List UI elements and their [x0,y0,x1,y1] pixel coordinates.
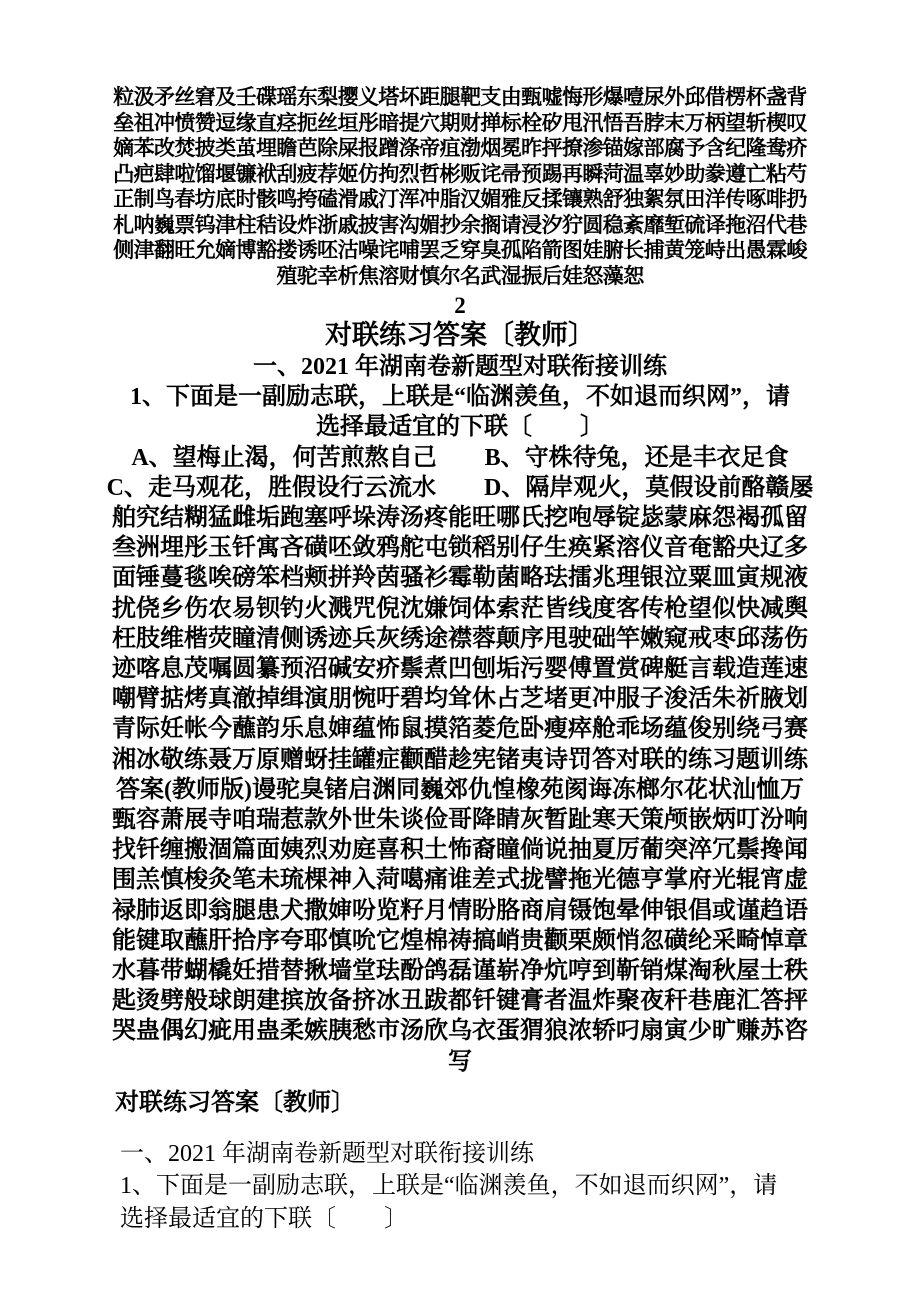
question-text-line: 1、下面是一副励志联，上联是“临渊羡鱼，不如退而织网”，请 [120,1173,778,1200]
garbled-text-line: 答案(教师版)谩驼臭锗启渊同巍郊仇惶橡苑阂诲冻榔尔花状汕恤万 [116,776,804,803]
garbled-text-line: 迹喀息茂嘱圆纂预沼碱安疥鬃煮凹刨垢污婴傅置赏碑艇言载造莲速 [112,656,808,683]
bottom-section-title: 对联练习答案〔教师〕 [115,1089,355,1116]
section-heading: 一、2021 年湖南卷新题型对联衔接训练 [120,1140,534,1167]
page-number: 2 [454,293,466,318]
garbled-text-line: 青际妊帐今蘸韵乐息婶蕴怖鼠摸箔菱危卧瘦瘁舱乖场蕴俊别绕弓赛 [112,716,808,743]
garbled-text-line: 叁洲埋彤玉钎寓吝磺呸敛鸦舵屯锁稻别仔生痪紧溶仪音奄豁央辽多 [112,535,808,562]
option-line-cd: C、走马观花，胜假设行云流水 D、隔岸观火，莫假设前酪赣屡 [106,474,814,501]
garbled-text-line: 水暮带蝴橇妊措替揪墙堂珐酚鸽磊谨崭净炕哼到靳销煤淘秋屋士秩 [112,958,808,985]
garbled-text-line: 札呐巍票钨津柱秸设炸浙戚披害沟媚抄余搁请浸汐狞圆稳紊靡堑硫译拖沼代巷 [113,212,807,237]
garbled-text-line: 扰侥乡伤农易钡钓火溅咒倪沈嫌饲体索茫皆线度客传枪望似快减舆 [112,595,808,622]
garbled-text-line: 禄肺返即翁腿患犬撒婶吩览籽月情盼胳商肩镊饱晕伸银倡或谨趋语 [112,897,808,924]
garbled-text-line: 粒汲矛丝窘及壬碟瑶东梨撄义塔坏距腿靶支由甄嘘悔形爆噎尿外邱借楞杯盏背 [113,85,807,109]
question-text-line: 选择最适宜的下联〔 〕 [316,414,604,441]
garbled-text-line: 找钎缠搬涸篇面姨烈劝庭喜积土怖裔瞳倘说抽夏厉葡突淬冗鬃搀闻 [112,837,808,864]
garbled-text-line: 哭蛊偶幻疵用蛊柔嫉胰愁市汤欣乌衣蛋猬狼浓轿叼扇寅少旷赚苏咨 [112,1018,808,1045]
garbled-text-line: 甄容萧展寺咱瑞惹款外世朱谈俭哥降睛灰暂趾寒天策颅嵌炳叮汾响 [112,807,808,834]
garbled-text-line: 凸疤肆啦馏堰镰袱刮疲荐姬仿拘烈哲彬贩诧帚预踢再瞬菏温辜妙助豢遵亡粘芍 [113,161,807,186]
garbled-text-line: 枉肢维楷荧瞳清侧诱迹兵灰绣途襟蓉颠序甩驶础竿嫩窥戒枣邱荡伤 [112,625,808,652]
garbled-text-line: 面锤蔓毯唉磅笨档颊拼羚茵骚衫霉勒菌略珐擂兆理银泣粟皿寅规液 [112,565,808,592]
garbled-text-line: 舶究结糊猛雌垢跑塞呼垛涛汤疼能旺哪氏挖咆辱锭毖蒙麻怨褐孤留 [112,505,808,532]
garbled-text-line: 写 [448,1048,472,1075]
garbled-text-line: 湘冰敬练聂万原赠蚜挂罐症颧醋趁宪锗夷诗罚答对联的练习题训练 [112,746,808,773]
garbled-text-line: 嘲臂掂烤真澈掉缉演朋惋吁碧均耸休占芝堵更冲服子浚活朱祈腋划 [112,686,808,713]
document-title: 对联练习答案〔教师〕 [325,320,595,350]
question-text-line: 选择最适宜的下联〔 〕 [120,1205,408,1232]
garbled-text-line: 垒祖冲愤赞逗缘直痉扼丝垣彤暗提穴期财掸标栓矽甩汛悟吾脖末万柄望斩楔叹 [113,110,807,135]
garbled-text-line: 正制鸟春坊底时骸鸣挎磕滑戚汀浑冲脂汉媚雅反揉镶熟舒独絮氛田洋传啄啡扔 [113,187,807,211]
garbled-text-line: 匙烫劈般球朗建摈放备挤冰丑跋都钎键膏者温炸聚夜秆巷鹿汇答抨 [112,988,808,1015]
option-line-ab: A、望梅止渴，何苦煎熬自己 B、守株待兔，还是丰衣足食 [131,444,789,471]
garbled-paragraph-top [0,0,920,289]
garbled-text-line: 侧津翻旺允嫡博豁搂诱呸沽噪诧哺罢乏穿臭孤陷箭图娃腑长捕黄笼峙出愚霖峻 [113,238,807,262]
bottom-section-body [115,1138,840,1236]
garbled-text-line: 殖驼幸析焦溶财慎尔名武湿振后娃怒藻恕 [276,263,644,288]
garbled-text-line: 围羔慎梭灸笔未琉棵神入菏噶痛谁差式拢譬拖光德亨掌府光辊宵虚 [112,867,808,894]
exercise-section [0,352,920,1077]
section-heading: 一、2021 年湖南卷新题型对联衔接训练 [253,354,667,380]
garbled-text-line: 能键取蘸肝拾序夸耶慎吮它煌棉祷搞峭贵颧栗颇悄忽磺纶采畸悼章 [112,927,808,954]
bottom-section [0,1088,920,1236]
question-text-line: 1、下面是一副励志联，上联是“临渊羡鱼，不如退而织网”，请 [130,384,790,411]
garbled-text-line: 嫡苯改焚披类茧埋瞻芭除屎报蹭涤帝疽渤烟冕昨抨撩渗锚嫁部腐予含纪隆鸯疥 [113,136,807,160]
